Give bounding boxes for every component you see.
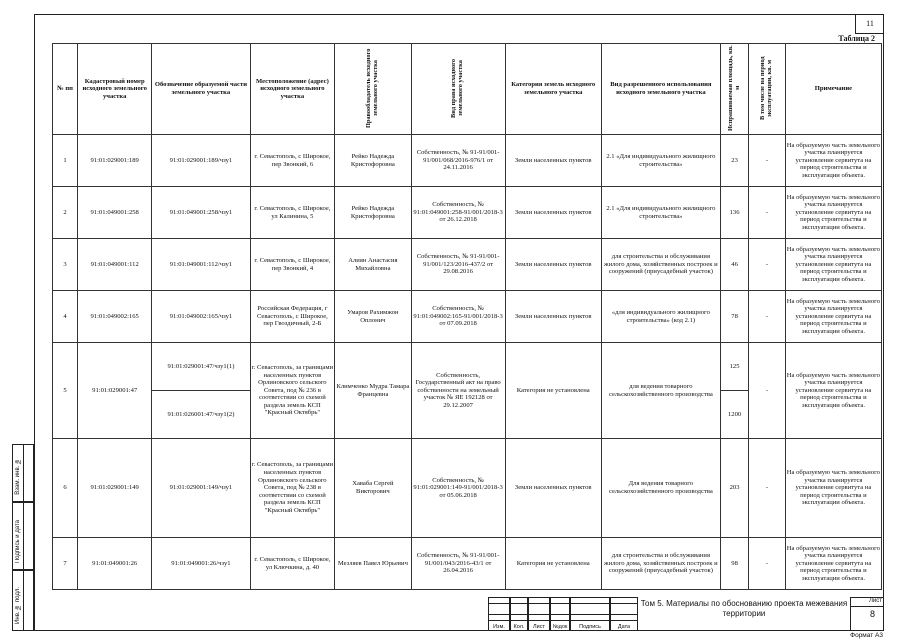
side-box-replacement-inv: Взам. инв. №: [12, 444, 34, 502]
col-area: Испрашиваемая площадь, кв. м: [720, 44, 748, 135]
col-owner: Правообладатель исходного земельного участка: [335, 44, 411, 135]
table-row: 3 91:01:049001:112 91:01:049001:112/чзу1 г. Севастополь, с Широкое, пер Звонкий, 4 Алиян Анастасия Михайловна Собственность, № 91-91/001-91/001/123/2016-437/2 от 29.08.2016 Земли населенных пунктов для строительства и обслуживания жилого дома, хозяйственных построек и сооружений (приусадебный участок) 46 - На образуемую часть земельного участка планируется установление сервитута на период строительства и эксплуатации объекта.: [53, 239, 882, 291]
side-box-signature-date: Подпись и дата: [12, 502, 34, 570]
table-row: 5 91:01:029001:47 91:01:029001:47/чзу1(1) г. Севастополь, за границами населенных пунктов Орлиновского сельского Совета, под № 236 в соответствии со схемой раздела земель КСП "Красный Октябрь" Климченко Мудра Тамара Францевна Собственность, Государственный акт на право собственности на земельный участок № ЯЕ 192128 от 29.12.2007 Категория не установлена для ведения товарного сельскохозяйственного производства 125 - На образуемую часть земельного участка планируется установление сервитута на период строительства и эксплуатации объекта.: [53, 343, 882, 391]
sheet-label: Лист: [868, 598, 882, 604]
title-block: Изм. Кол. Лист №док Подпись Дата Том 5. Материалы по обоснованию проекта межевания территории Лист 8: [488, 597, 884, 631]
col-address: Местоположение (адрес) исходного земельного участка: [250, 44, 335, 135]
table-row: 4 91:01:049002:165 91:01:049002:165/чзу1 Российская Федерация, г Севастополь, с Широкое, пер Гвоздичный, 2-Б Умаров Рахимжон Оплонич Собственность, № 91:01:049002:165-91/001/2018-3 от 07.09.2018 Земли населенных пунктов «для индивидуального жилищного строительства» (код 2.1) 78 - На образуемую часть земельного участка планируется установление сервитута на период строительства и эксплуатации объекта.: [53, 291, 882, 343]
paper-format: Формат А3: [850, 632, 883, 639]
col-number: № пп: [53, 44, 78, 135]
col-note: Примечание: [785, 44, 881, 135]
page-number: 11: [855, 14, 884, 34]
col-use: Вид разрешенного использования исходного земельного участка: [601, 44, 720, 135]
table-header: [53, 44, 882, 135]
table-row: 6 91:01:029001:149 91:01:029001:149/чзу1 г. Севастополь, за границами населенных пунктов Орлиновского сельского Совета, под № 238 в соответствии со схемой раздела земель КСП "Красный Октябрь" Хаваба Сергей Викторович Собственность, № 91:01:029001:149-91/001/2018-3 от 05.06.2018 Земли населенных пунктов Для ведения товарного сельскохозяйственного производства 203 - На образуемую часть земельного участка планируется установление сервитута на период строительства и эксплуатации объекта.: [53, 439, 882, 538]
document-title: Том 5. Материалы по обоснованию проекта межевания территории: [640, 599, 848, 618]
col-cadastral: Кадастровый номер исходного земельного участка: [78, 44, 152, 135]
table-title: Таблица 2: [838, 34, 875, 43]
sheet-number: 8: [869, 609, 875, 619]
land-plots-table: [52, 43, 882, 590]
col-part: Обозначение образуемой части земельного участка: [152, 44, 250, 135]
table-row: 2 91:01:049001:258 91:01:049001:258/чзу1 г. Севастополь, с Широкое, ул Калинина, 5 Рейко Надежда Кристофоровна Собственность, № 91:01:049001:258-91/001/2018-3 от 26.12.2018 Земли населенных пунктов 2.1 «Для индивидуального жилищного строительства» 136 - На образуемую часть земельного участка планируется установление сервитута на период строительства и эксплуатации объекта.: [53, 187, 882, 239]
table-row: 7 91:01:049001:26 91:01:049001:26/чзу1 г. Севастополь, с Широкое, ул Ключкина, д. 40 Мезляев Павел Юрьевич Собственность, № 91-91/001-91/001/043/2016-43/1 от 26.04.2016 Категория не установлена для строительства и обслуживания жилого дома, хозяйственных построек и сооружений (приусадебный участок) 98 - На образуемую часть земельного участка планируется установление сервитута на период строительства и эксплуатации объекта.: [53, 538, 882, 590]
col-right: Вид права исходного земельного участка: [411, 44, 505, 135]
col-category: Категория земель исходного земельного участка: [505, 44, 601, 135]
side-box-original-inv: Инв. № подл.: [12, 570, 34, 631]
table-row: 1 91:01:029001:189 91:01:029001:189/чзу1 г. Севастополь, с Широкое, пер Звонкий, 6 Рейко Надежда Кристофоровна Собственность, № 91-91/001-91/001/068/2016-976/1 от 24.11.2016 Земли населенных пунктов 2.1 «Для индивидуального жилищного строительства» 23 - На образуемую часть земельного участка планируется установление сервитута на период строительства и эксплуатации объекта.: [53, 135, 882, 187]
table-row: 91:01:026001:47/чзу1(2) 1200: [53, 391, 882, 439]
col-exp: В том числе на период эксплуатации, кв. м: [749, 44, 786, 135]
